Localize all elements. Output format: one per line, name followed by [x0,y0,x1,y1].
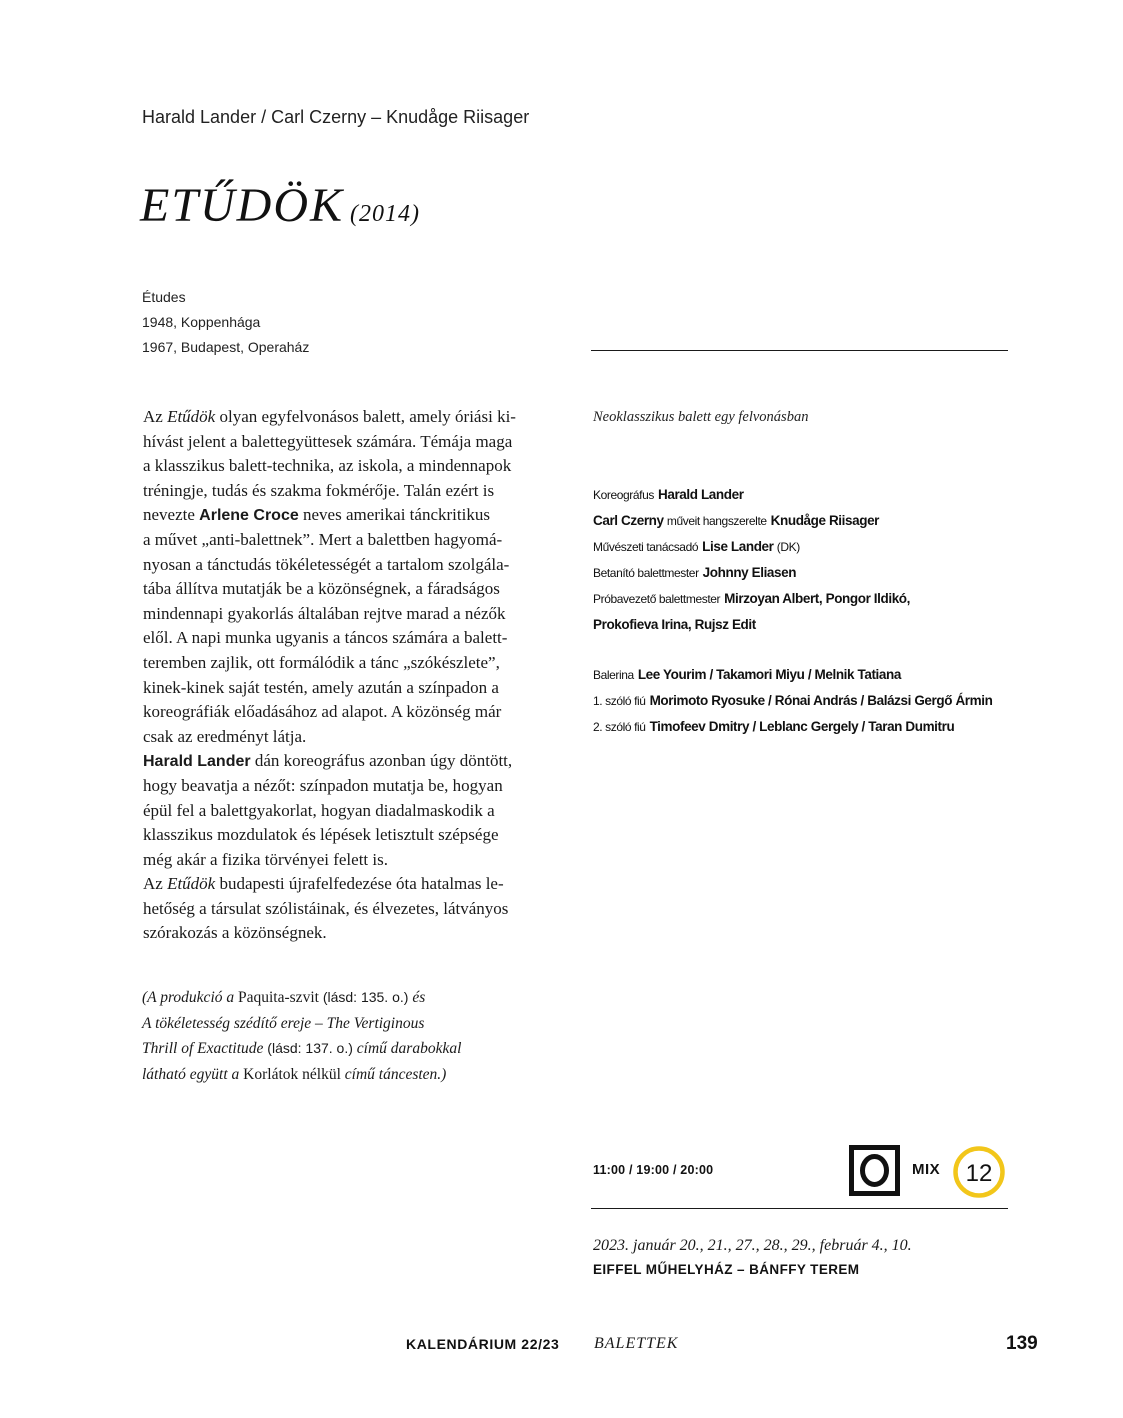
text-line: kinek-kinek saját testén, amely azután a színpadon a [143,677,499,697]
venue: EIFFEL MŰHELYHÁZ – BÁNFFY TEREM [593,1262,860,1277]
budapest-premiere: 1967, Budapest, Operaház [142,339,310,355]
text-line: tréningje, tudás és szakma fokmérője. Talán ezért is [143,480,495,500]
text-line: klasszikus mozdulatok és lépések letisztult szépsége [143,825,499,845]
note-line: A tökéletesség szédítő ereje – The Vertiginous [142,1014,425,1032]
text-line: mindennapi gyakorlás általában rejtve marad a nézők [143,603,506,623]
page-title [140,178,420,233]
divider-top [591,350,1008,351]
credit-row: Művészeti tanácsadó Lise Lander (DK) [593,539,800,554]
text-line: nevezte Arlene Croce neves amerikai tánckritikus [143,505,490,525]
text-line: koreográfiák előadásához ad alapot. A közönség már [143,702,502,722]
text-line: elől. A napi munka ugyanis a táncos számára a balett- [143,628,508,648]
description-text [143,405,563,946]
text-line: teremben zajlik, ott formálódik a tánc „szókészlete”, [143,652,500,672]
note-line: Thrill of Exactitude (lásd: 137. o.) című darabokkal [142,1040,462,1057]
text-line: csak az eredményt látja. [143,726,307,746]
series-label: MIX [912,1161,941,1178]
age-rating-text: 12 [965,1160,993,1187]
text-line: tába állítva mutatják be a közönségnek, a fáradságos [143,579,500,599]
premiere-info [142,285,309,360]
text-line: Harald Lander dán koreográfus azonban úgy döntött, [143,751,513,771]
creators-line: Harald Lander / Carl Czerny – Knudåge Riisager [142,107,530,127]
text-line: szórakozás a közönségnek. [143,923,327,943]
credits-list [593,482,992,740]
genre-line: Neoklasszikus balett egy felvonásban [593,409,809,425]
page-number: 139 [1006,1333,1038,1354]
show-times: 11:00 / 19:00 / 20:00 [593,1163,714,1177]
credit-row: Betanító balettmester Johnny Eliasen [593,565,797,580]
opera-o-icon [849,1145,900,1196]
choreographer-name: Harald Lander [143,753,251,771]
text-line: még akár a fizika törvényei felett is. [143,849,388,869]
text-line: a klasszikus balett-technika, az iskola, a mindennapok [143,456,512,476]
cast-row: 1. szóló fiú Morimoto Ryosuke / Rónai András / Balázsi Gergő Ármin [593,693,993,708]
cast-row: Balerina Lee Yourim / Takamori Miyu / Melnik Tatiana [593,667,901,682]
title-year: (2014) [350,201,421,227]
text-line: hívást jelent a balettegyüttesek számára. Témája maga [143,431,513,451]
footer-publication: KALENDÁRIUM 22/23 [406,1336,560,1352]
text-line: Az Etűdök budapesti újrafelfedezése óta hatalmas le- [143,874,504,894]
footer-section: BALETTEK [594,1335,679,1352]
age-rating-12-icon [953,1146,1005,1198]
divider-bottom [591,1208,1008,1209]
text-line: Az Etűdök olyan egyfelvonásos balett, amely óriási ki- [143,407,516,426]
original-title: Études [142,289,186,305]
performance-dates: 2023. január 20., 21., 27., 28., 29., február 4., 10. [593,1237,912,1254]
text-line: épül fel a balettgyakorlat, hogyan diadalmaskodik a [143,800,495,820]
text-line: hetőség a társulat szólistáinak, és élvezetes, látványos [143,898,509,918]
credit-row: Carl Czerny műveit hangszerelte Knudåge Riisager [593,513,880,528]
critic-name: Arlene Croce [199,507,299,525]
text-line: hogy beavatja a nézőt: színpadon mutatja be, hogyan [143,775,503,795]
credit-row: Prokofieva Irina, Rujsz Edit [593,617,756,632]
title-text: ETŰDÖK [140,179,345,232]
text-line: a művet „anti-balettnek”. Mert a balettben hagyomá- [143,529,503,549]
world-premiere: 1948, Koppenhága [142,314,261,330]
credit-row: Koreográfus Harald Lander [593,487,744,502]
text-line: nyosan a tánctudás tökéletességét a tartalom szolgála- [143,554,510,574]
credit-row: Próbavezető balettmester Mirzoyan Albert, Pongor Ildikó, [593,591,911,606]
production-note [142,985,562,1087]
note-line: (A produkció a Paquita-szvit (lásd: 135. o.) és [142,989,426,1006]
cast-row: 2. szóló fiú Timofeev Dmitry / Leblanc Gergely / Taran Dumitru [593,719,955,734]
note-line: látható együtt a Korlátok nélkül című táncesten.) [142,1065,447,1083]
